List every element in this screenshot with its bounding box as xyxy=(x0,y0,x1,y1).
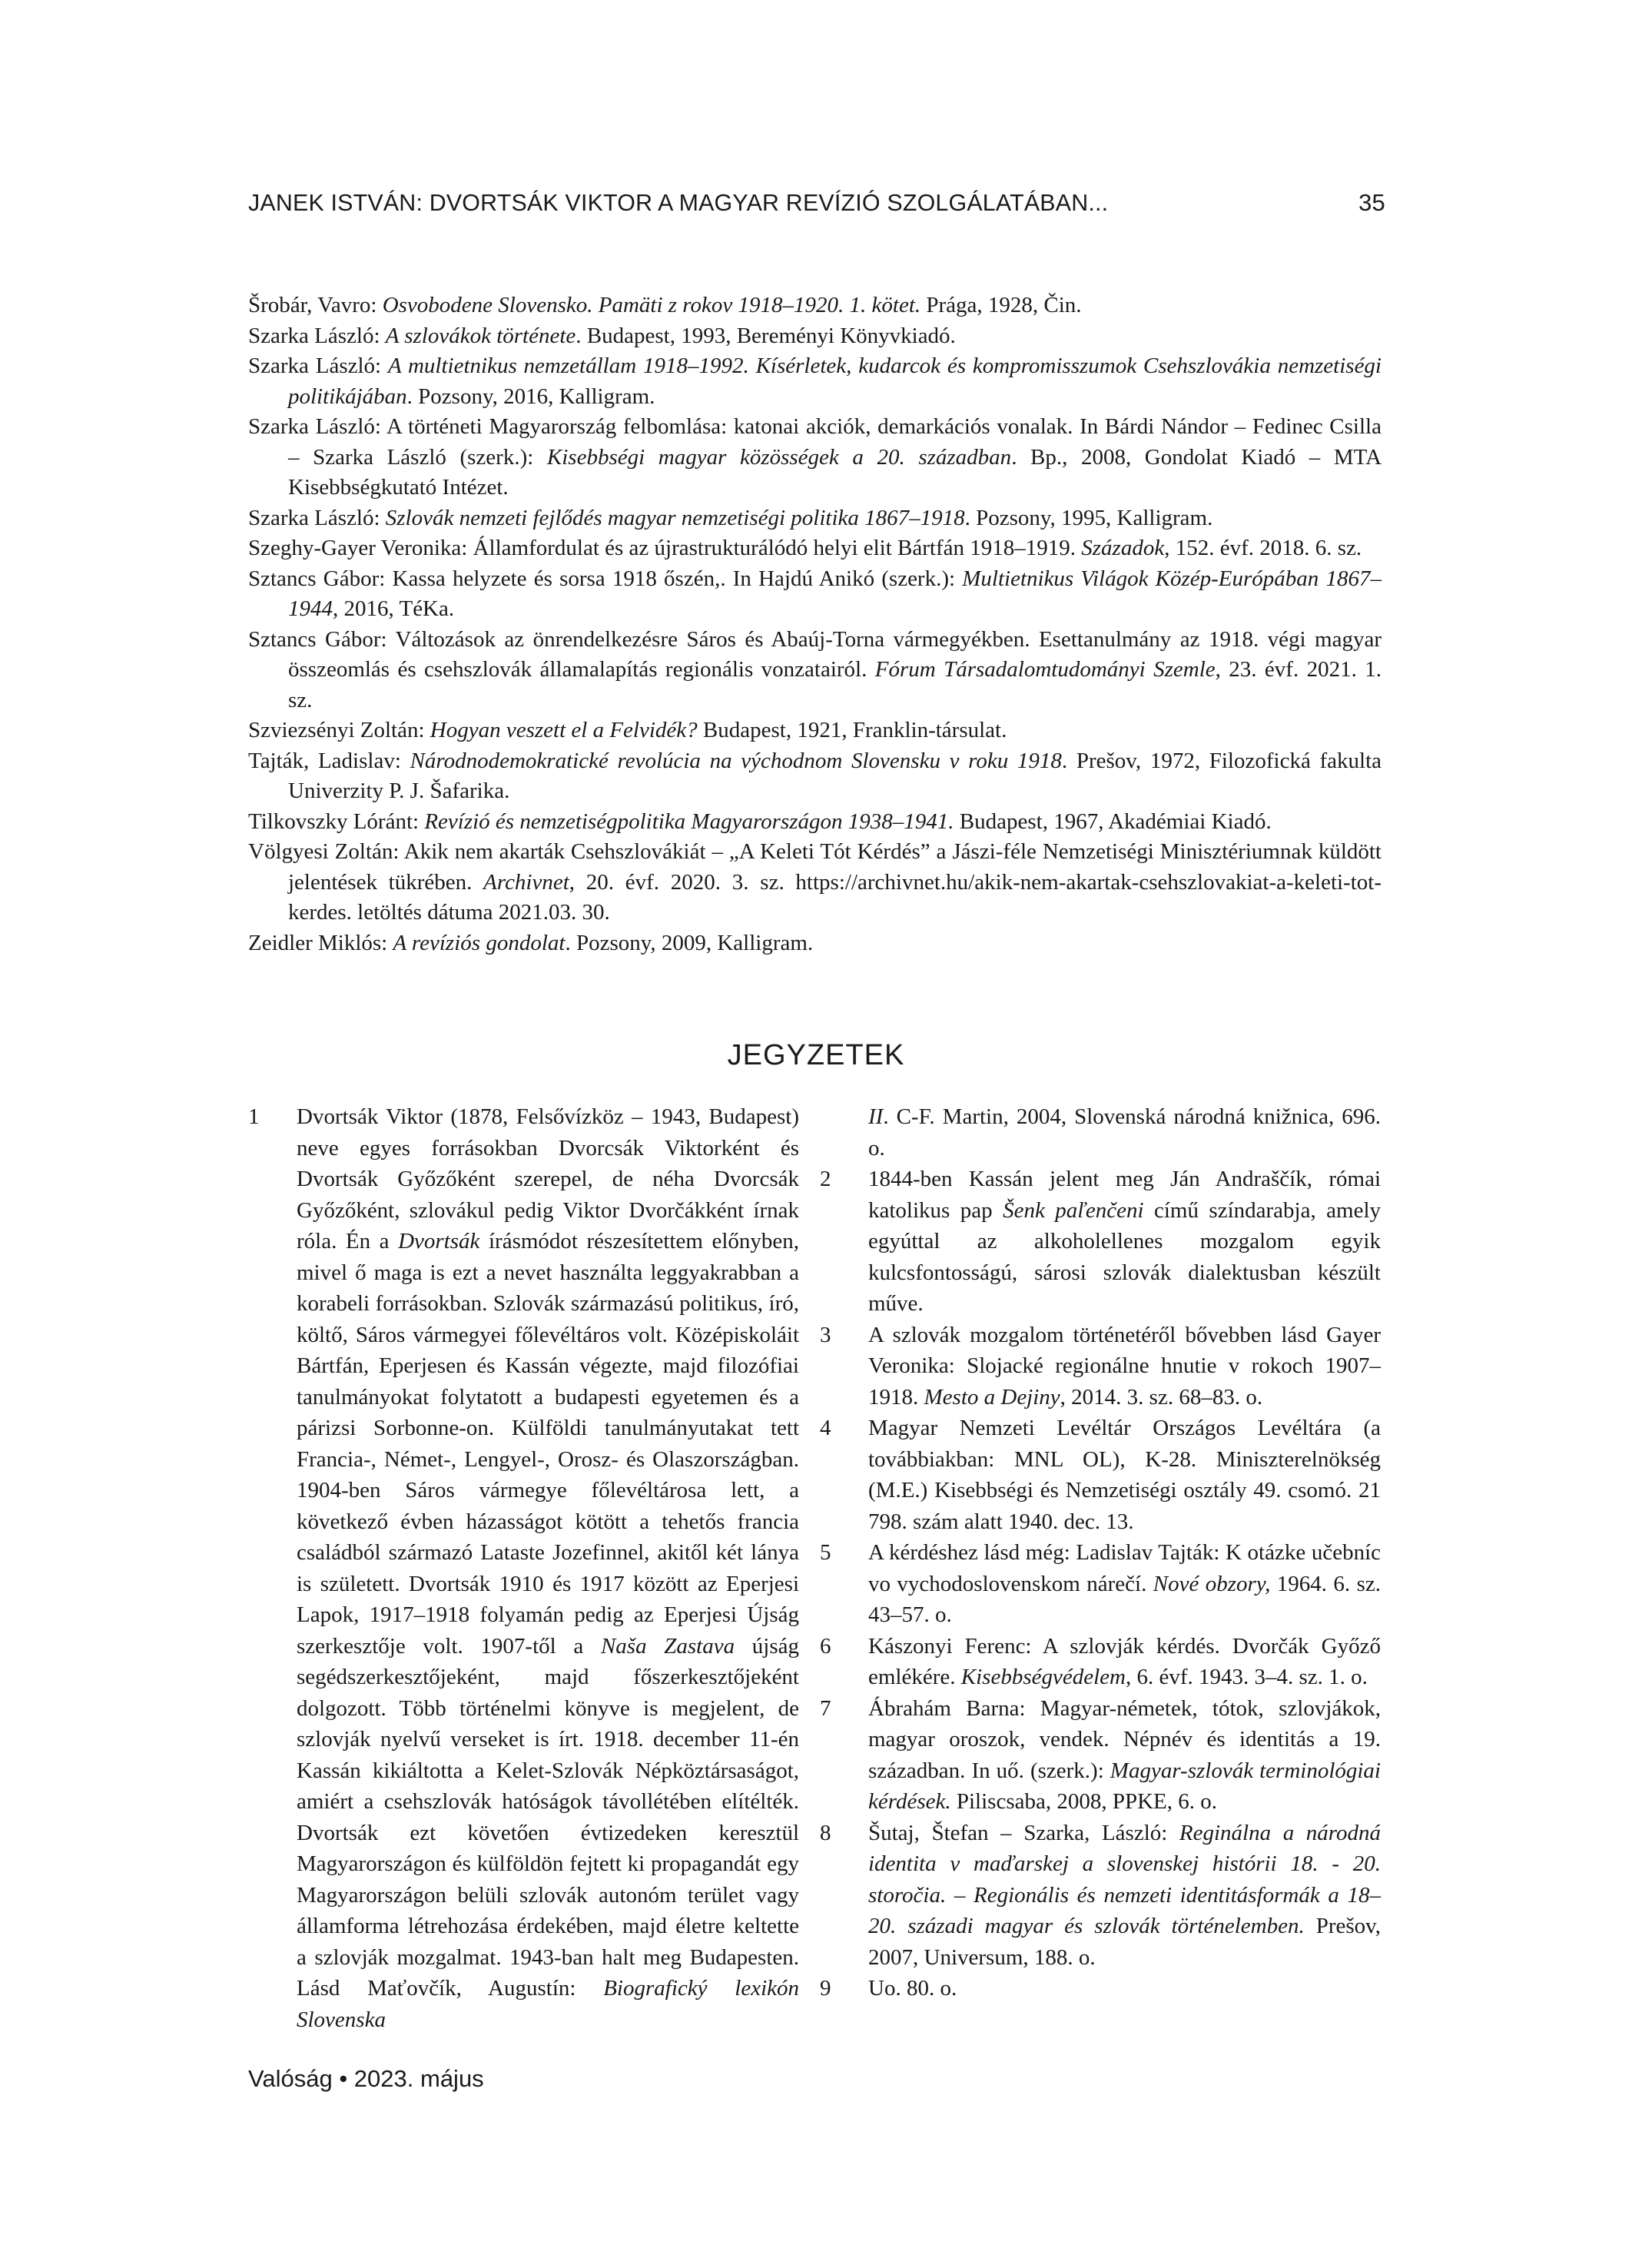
bibliography-entry: Szeghy-Gayer Veronika: Államfordulat és az újrastrukturálódó helyi elit Bártfán 1918–1919. Századok, 152. évf. 2018. 6. sz. xyxy=(248,536,1362,560)
note-item: 8 Šutaj, Štefan – Szarka, László: Reginálna a národná identita v maďarskej a slovenskej histórii 18. - 20. storočia. – Regionális és nemzeti identitásformák a 18–20. századi magyar és szlovák történelemben. Prešov, 2007, Universum, 188. o. xyxy=(820,1818,1381,1974)
bibliography-entry: Szarka László: Szlovák nemzeti fejlődés magyar nemzetiségi politika 1867–1918. Pozsony, 1995, Kalligram. xyxy=(248,505,1213,530)
note-item: 3 A szlovák mozgalom történetéről bővebben lásd Gayer Veronika: Slojacké regionálne hnutie v rokoch 1907–1918. Mesto a Dejiny, 2014. 3. sz. 68–83. o. xyxy=(820,1320,1381,1413)
journal-footer: Valóság • 2023. május xyxy=(248,2065,484,2092)
note-number: 5 xyxy=(820,1540,831,1565)
note-item: 2 1844-ben Kassán jelent meg Ján Andraščík, római katolikus pap Šenk paľenčeni című színdarabja, amely egyúttal az alkoholellenes mozgalom egyik kulcsfontosságú, sárosi szlovák dialektusban készült műve. xyxy=(820,1164,1381,1320)
note-item: 5 A kérdéshez lásd még: Ladislav Tajták: K otázke učebníc vo vychodoslovenskom nárečí. Nové obzory, 1964. 6. sz. 43–57. o. xyxy=(820,1537,1381,1631)
running-title: JANEK ISTVÁN: DVORTSÁK VIKTOR A MAGYAR REVÍZIÓ SZOLGÁLATÁBAN... xyxy=(248,189,1109,216)
note-item: 6 Kászonyi Ferenc: A szlovják kérdés. Dvorčák Győző emlékére. Kisebbségvédelem, 6. évf. 1943. 3–4. sz. 1. o. xyxy=(820,1631,1381,1693)
bibliography-entry: Szarka László: A multietnikus nemzetállam 1918–1992. Kísérletek, kudarcok és kompromisszumok Csehszlovákia nemzetiségi politikájában. Pozsony, 2016, Kalligram. xyxy=(248,354,1382,409)
note-continuation: II. C-F. Martin, 2004, Slovenská národná knižnica, 696. o. xyxy=(868,1104,1381,1161)
bibliography-entry: Szarka László: A történeti Magyarország felbomlása: katonai akciók, demarkációs vonalak. In Bárdi Nándor – Fedinec Csilla – Szarka László (szerk.): Kisebbségi magyar közösségek a 20. században. Bp., 2008, Gondolat Kiadó – MTA Kisebbségkutató Intézet. xyxy=(248,414,1382,500)
bibliography-entry: Sztancs Gábor: Kassa helyzete és sorsa 1918 őszén,. In Hajdú Anikó (szerk.): Multietnikus Világok Közép-Európában 1867–1944, 2016, TéKa. xyxy=(248,566,1382,621)
bibliography-entry: Zeidler Miklós: A revíziós gondolat. Pozsony, 2009, Kalligram. xyxy=(248,930,814,955)
note-number: 9 xyxy=(820,1976,831,2001)
note-item: 9 Uo. 80. o. xyxy=(820,1973,1381,2004)
bibliography-entry: Völgyesi Zoltán: Akik nem akarták Csehszlovákiát – „A Keleti Tót Kérdés” a Jászi-féle Nemzetiségi Minisztériumnak küldött jelentések tükrében. Archivnet, 20. évf. 2020. 3. sz. https://archivnet.hu/akik-nem-akartak-csehszlovakiat-a-keleti-tot-kerdes. letöltés dátuma 2021.03. 30. xyxy=(248,839,1382,925)
bibliography-entry: Tilkovszky Lóránt: Revízió és nemzetiségpolitika Magyarországon 1938–1941. Budapest, 1967, Akadémiai Kiadó. xyxy=(248,809,1272,834)
note-item: 1 Dvortsák Viktor (1878, Felsővízköz – 1943, Budapest) neve egyes forrásokban Dvorcsák Viktorként és Dvortsák Győzőként szerepel, de néha Dvorcsák Győzőként, szlovákul pedig Viktor Dvorčákként írnak róla. Én a Dvortsák írásmódot részesítettem előnyben, mivel ő maga is ezt a nevet használta leggyakrabban a korabeli forrásokban. Szlovák származású politikus, író, költő, Sáros vármegyei főlevéltáros volt. Középiskoláit Bártfán, Eperjesen és Kassán végezte, majd filozófiai tanulmányokat folytatott a budapesti egyetemen és a párizsi Sorbonne-on. Külföldi tanulmányutakat tett Francia-, Német-, Lengyel-, Orosz- és Olaszországban. 1904-ben Sáros vármegye főlevéltárosa lett, a következő évben házasságot kötött a tehetős francia családból származó Lataste Jozefinnel, akitől két lánya is született. Dvortsák 1910 és 1917 között az Eperjesi Lapok, 1917–1918 folyamán pedig az Eperjesi Újság szerkesztője volt. 1907-től a Naša Zastava újság segédszerkesztőjeként, majd főszerkesztőjeként dolgozott. Több történelmi könyve is megjelent, de szlovják nyelvű verseket is írt. 1918. december 11-én Kassán kikiáltotta a Kelet-Szlovák Népköztársaságot, amiért a csehszlovák hatóságok távollétében elítélték. Dvortsák ezt követően évtizedeken keresztül Magyarországon és külföldön fejtett ki propagandát egy Magyarországon belüli szlovák autonóm terület vagy államforma létrehozása érdekében, majd életre keltette a szlovják mozgalmat. 1943-ban halt meg Budapesten. Lásd Maťovčík, Augustín: Biografický lexikón Slovenska xyxy=(248,1101,799,2035)
notes-column-left xyxy=(248,1101,799,2035)
note-number: 6 xyxy=(820,1633,831,1659)
notes-heading: JEGYZETEK xyxy=(727,1039,905,1071)
note-number: 4 xyxy=(820,1416,831,1440)
bibliography-entry: Tajták, Ladislav: Národnodemokratické revolúcia na východnom Slovensku v roku 1918. Prešov, 1972, Filozofická fakulta Univerzity P. J. Šafarika. xyxy=(248,748,1382,803)
note-number: 7 xyxy=(820,1695,831,1721)
note-number: 2 xyxy=(820,1167,831,1191)
note-item: 4 Magyar Nemzeti Levéltár Országos Levéltára (a továbbiakban: MNL OL), K-28. Miniszterelnökség (M.E.) Kisebbségi és Nemzetiségi osztály 49. csomó. 21 798. szám alatt 1940. dec. 13. xyxy=(820,1413,1381,1537)
notes-column-right xyxy=(820,1101,1381,2004)
bibliography-list xyxy=(248,291,1382,958)
bibliography-entry: Sztancs Gábor: Változások az önrendelkezésre Sáros és Abaúj-Torna vármegyékben. Esettanulmány az 1918. végi magyar összeomlás és csehszlovák államalapítás regionális vonzatairól. Fórum Társadalomtudományi Szemle, 23. évf. 2021. 1. sz. xyxy=(248,626,1382,712)
page-number: 35 xyxy=(1358,189,1385,216)
bibliography-entry: Szarka László: A szlovákok története. Budapest, 1993, Bereményi Könyvkiadó. xyxy=(248,323,956,348)
bibliography-entry: Šrobár, Vavro: Osvobodene Slovensko. Pamäti z rokov 1918–1920. 1. kötet. Prága, 1928, Čin. xyxy=(248,293,1082,317)
note-number: 1 xyxy=(248,1104,260,1129)
note-number: 3 xyxy=(820,1322,831,1347)
note-number: 8 xyxy=(820,1820,831,1845)
note-item: 7 Ábrahám Barna: Magyar-németek, tótok, szlovjákok, magyar oroszok, vendek. Népnév és identitás a 19. században. In uő. (szerk.): Magyar-szlovák terminológiai kérdések. Piliscsaba, 2008, PPKE, 6. o. xyxy=(820,1693,1381,1818)
bibliography-entry: Szviezsényi Zoltán: Hogyan veszett el a Felvidék? Budapest, 1921, Franklin-társulat. xyxy=(248,718,1007,742)
